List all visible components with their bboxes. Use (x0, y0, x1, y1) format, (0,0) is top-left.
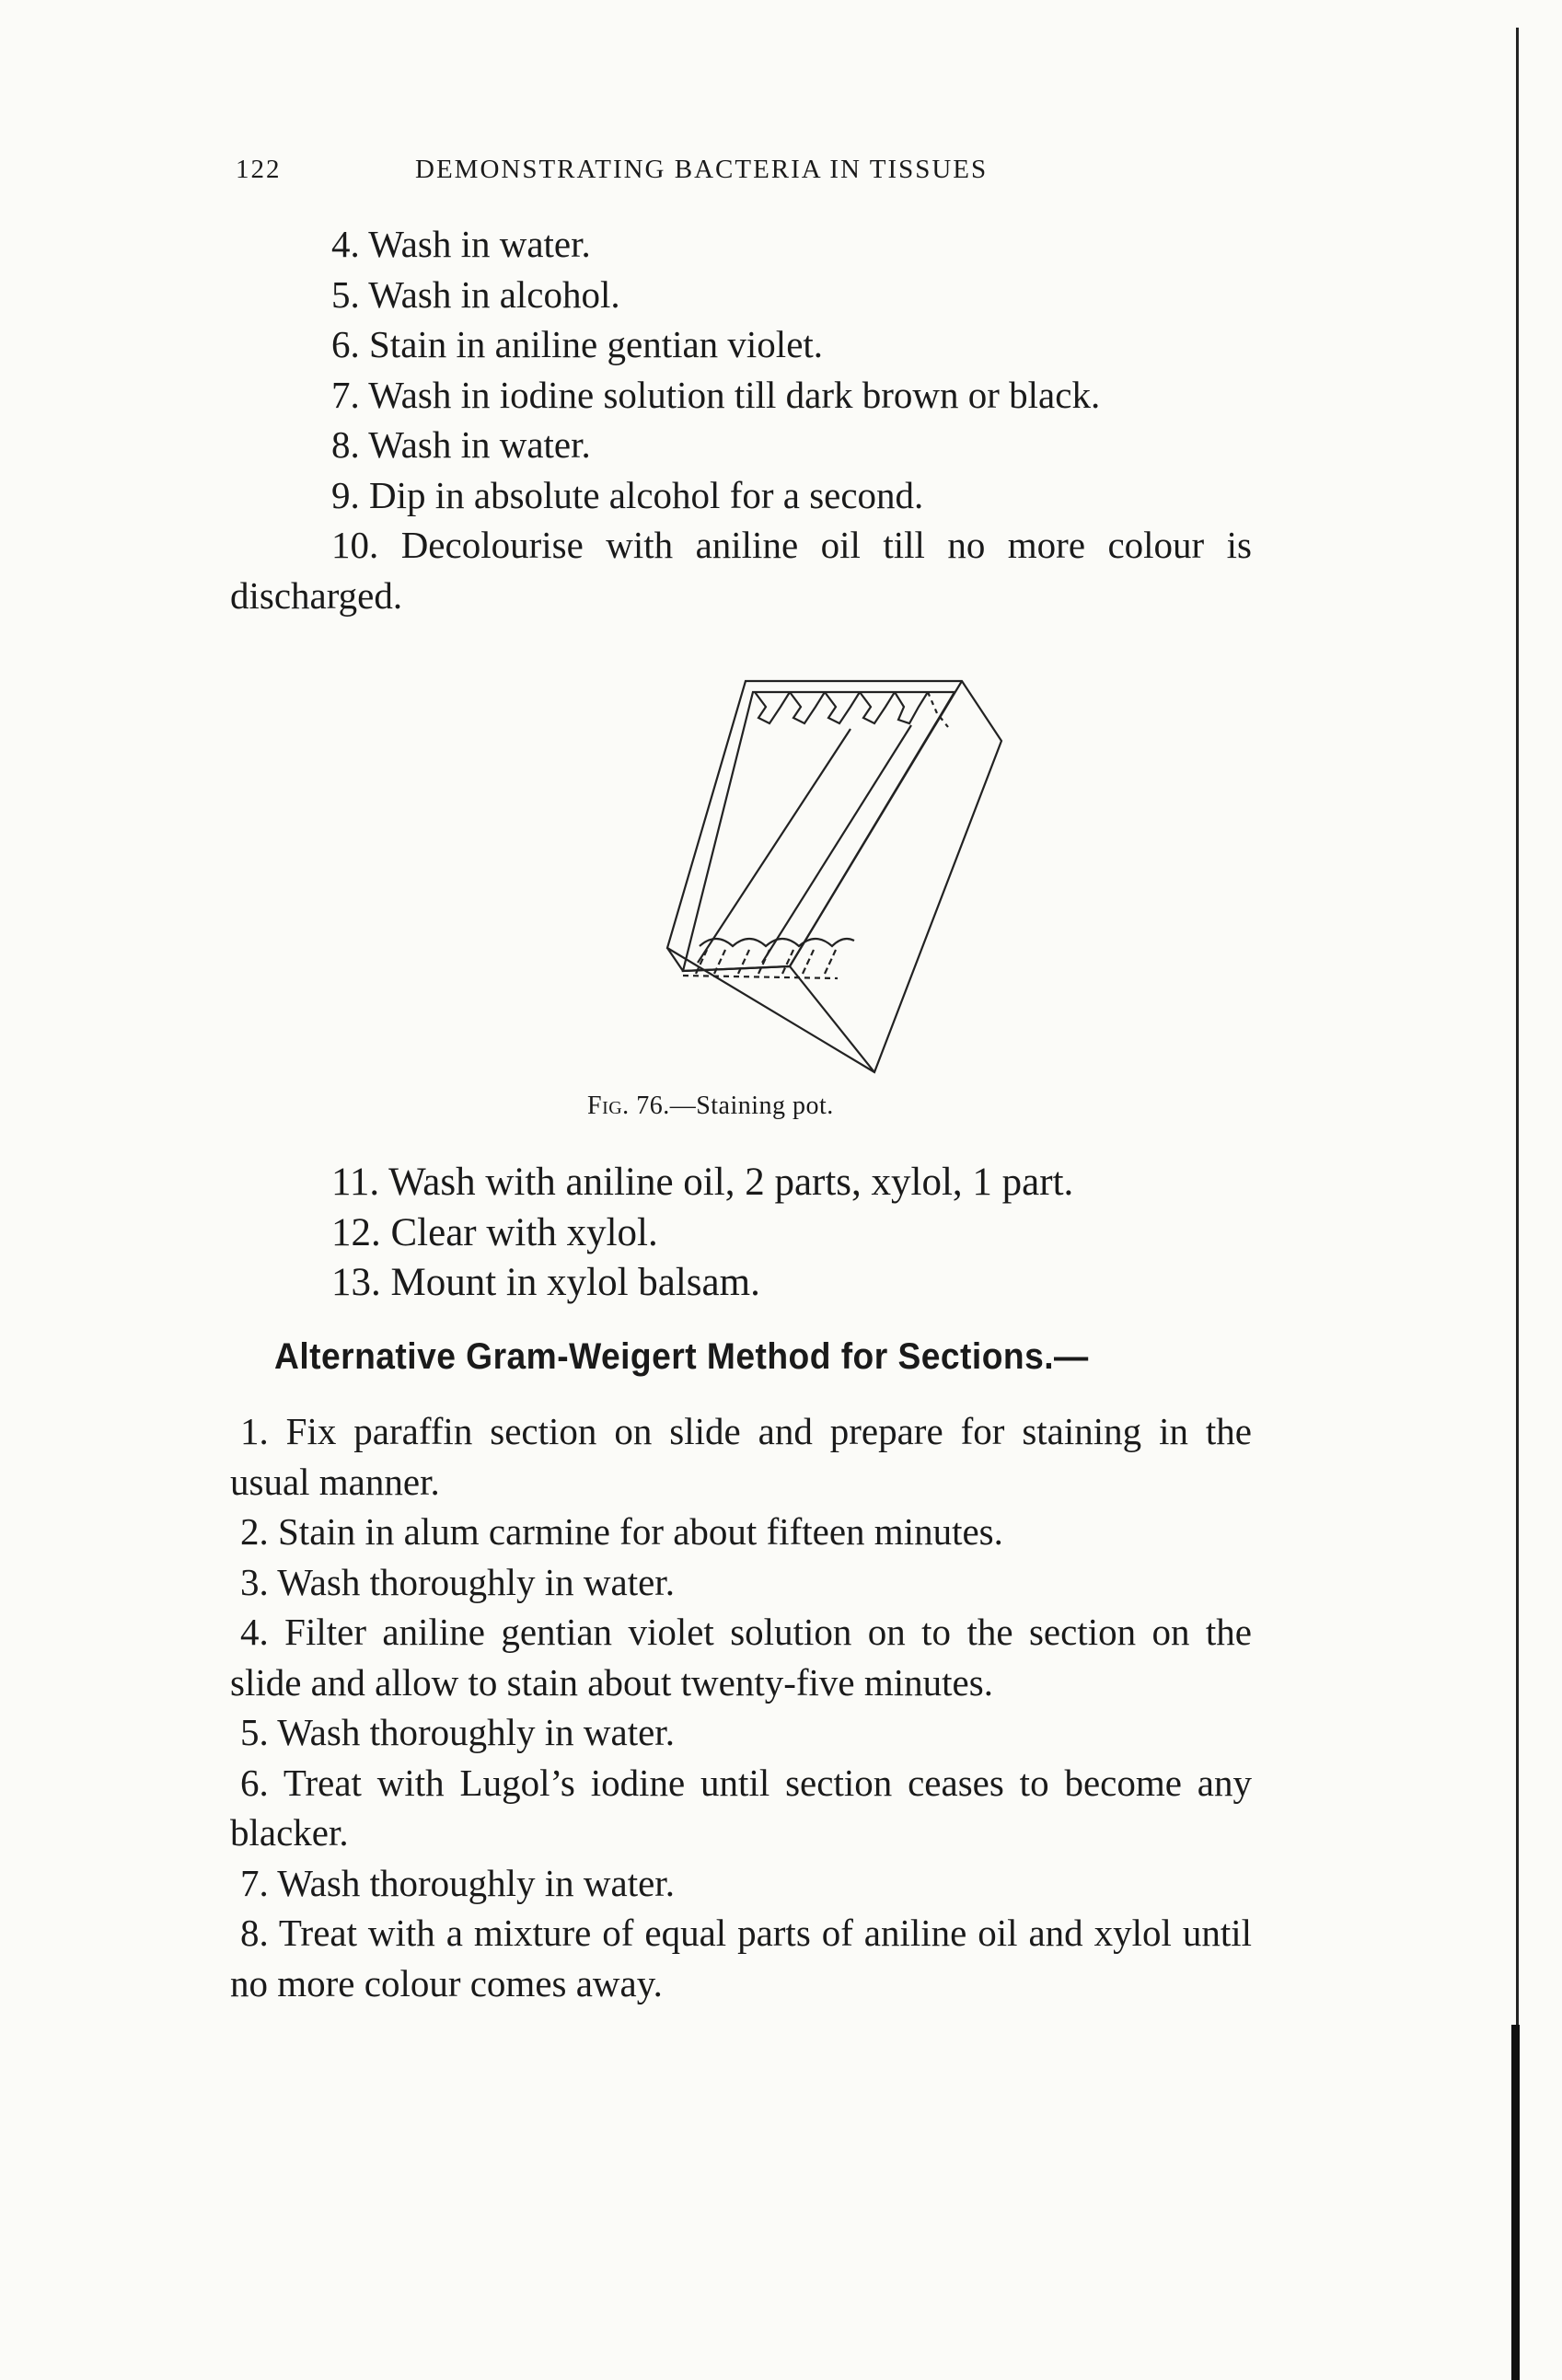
staining-pot-figure (479, 672, 1012, 1086)
list-item: 1. Fix paraffin section on slide and prepare for staining in the usual manner. (230, 1410, 1252, 1503)
page-number: 122 (236, 155, 282, 184)
staining-pot-icon (479, 672, 1012, 1086)
list-item: 11. Wash with aniline oil, 2 parts, xylol, 1 part. (331, 1161, 1074, 1204)
list-item: 9. Dip in absolute alcohol for a second. (331, 473, 924, 516)
running-header (236, 155, 1073, 191)
caption-label: Fig. (587, 1092, 630, 1120)
list-item: 7. Wash thoroughly in water. (240, 1861, 675, 1904)
list-item: 5. Wash in alcohol. (331, 272, 620, 316)
list-item: 8. Wash in water. (331, 423, 591, 466)
list-item: 6. Stain in aniline gentian violet. (331, 323, 824, 365)
running-title: DEMONSTRATING BACTERIA IN TISSUES (415, 155, 989, 184)
figure-caption (587, 1092, 919, 1121)
list-item: 12. Clear with xylol. (331, 1210, 658, 1254)
steps-list-a (230, 219, 1252, 620)
steps-list-b (230, 1158, 1252, 1309)
list-item: 13. Mount in xylol balsam. (331, 1261, 760, 1304)
list-item: 7. Wash in iodine solution till dark brown or black. (331, 373, 1101, 416)
list-item: 4. Wash in water. (331, 223, 591, 265)
list-item: 10. Decolourise with aniline oil till no more colour is discharged. (230, 524, 1252, 617)
list-item: 2. Stain in alum carmine for about fifteen minutes. (240, 1510, 1003, 1553)
list-item: 3. Wash thoroughly in water. (240, 1560, 675, 1603)
list-item: 5. Wash thoroughly in water. (240, 1711, 675, 1753)
list-item: 6. Treat with Lugol’s iodine until section ceases to become any blacker. (230, 1761, 1252, 1854)
list-item: 4. Filter aniline gentian violet solution on to the section on the slide and allow to stain about twenty-five minutes. (230, 1611, 1252, 1704)
section-heading: Alternative Gram-Weigert Method for Sections.— (274, 1336, 1089, 1377)
page-edge-shadow (1511, 2025, 1520, 2380)
caption-text: 76.—Staining pot. (636, 1092, 834, 1120)
section-steps-list (230, 1406, 1252, 2008)
list-item: 8. Treat with a mixture of equal parts of aniline oil and xylol until no more colour comes away. (230, 1912, 1252, 2005)
